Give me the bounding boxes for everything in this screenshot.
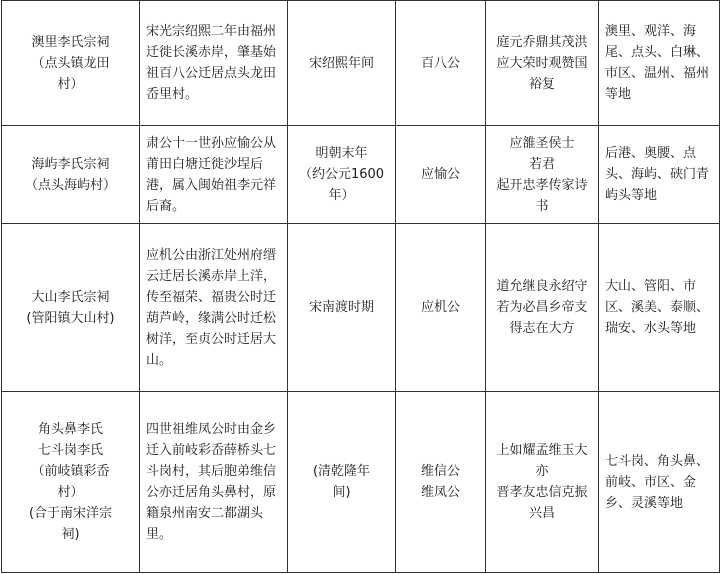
migration-history: 宋光宗绍熙二年由福州迁徙长溪赤岸，肇基始祖百八公迁居点头龙田岙里村。 bbox=[140, 1, 288, 126]
founding-ancestor bbox=[396, 224, 486, 392]
table-row bbox=[2, 1, 720, 126]
generation-poem-line: 若君 bbox=[528, 156, 555, 172]
ancestral-hall-name-line: 祠) bbox=[61, 527, 80, 542]
table-row bbox=[2, 392, 720, 573]
table-row bbox=[2, 126, 720, 224]
migration-era bbox=[288, 1, 396, 126]
generation-poem-line: 起开忠孝传家诗书 bbox=[496, 177, 588, 214]
ancestral-hall-name-line: 澳里李氏宗祠 bbox=[31, 34, 110, 50]
founding-ancestor-line: 应愉公 bbox=[420, 167, 460, 182]
ancestral-hall-name-line: 大山李氏宗祠 bbox=[31, 289, 110, 305]
migration-era bbox=[288, 126, 396, 224]
migration-history: 肃公十一世孙应愉公从莆田白塘迁徙沙埕后港，属入闽始祖李元祥后裔。 bbox=[140, 126, 288, 224]
founding-ancestor-line: 应机公 bbox=[420, 300, 460, 315]
distribution-areas: 大山、管阳、市区、溪美、泰顺、瑞安、水头等地 bbox=[599, 224, 720, 392]
distribution-areas: 后港、奥腰、点头、海屿、硖门青屿头等地 bbox=[599, 126, 720, 224]
ancestral-hall-name-line: 角头鼻李氏 bbox=[37, 422, 103, 437]
ancestral-hall-name-line: （前岐镇彩岙 bbox=[31, 464, 110, 479]
generation-poem bbox=[486, 1, 599, 126]
table-row bbox=[2, 224, 720, 392]
generation-poem bbox=[486, 392, 599, 573]
ancestral-hall-name bbox=[2, 1, 140, 126]
generation-poem-line: 应雒圣侯士 bbox=[509, 135, 575, 151]
migration-era-line: 宋南渡时期 bbox=[308, 300, 374, 315]
clan-table bbox=[1, 0, 720, 573]
table-body bbox=[2, 1, 720, 573]
ancestral-hall-name bbox=[2, 392, 140, 573]
ancestral-hall-name-line: 七斗岗李氏 bbox=[37, 443, 103, 458]
ancestral-hall-name-line: （点头海屿村） bbox=[24, 177, 116, 193]
migration-era-line: 间) bbox=[332, 485, 351, 500]
distribution-areas: 澳里、观洋、海尾、点头、白琳、市区、温州、福州等地 bbox=[599, 1, 720, 126]
ancestral-hall-name-line: 村） bbox=[57, 76, 84, 92]
migration-era bbox=[288, 224, 396, 392]
ancestral-hall-name-line: (管阳镇大山村) bbox=[26, 310, 115, 326]
ancestral-hall-name-line: 海屿李氏宗祠 bbox=[31, 156, 110, 172]
migration-era-line: （约公元1600年） bbox=[298, 167, 385, 203]
distribution-areas: 七斗岗、角头鼻、前岐、市区、金乡、灵溪等地 bbox=[599, 392, 720, 573]
ancestral-hall-name-line: 村） bbox=[57, 485, 84, 500]
generation-poem bbox=[486, 224, 599, 392]
founding-ancestor bbox=[396, 126, 486, 224]
migration-era bbox=[288, 392, 396, 573]
generation-poem-line: 道允继良永绍守若为必昌乡帝支得志在大方 bbox=[496, 279, 588, 336]
founding-ancestor-line: 维凤公 bbox=[420, 485, 460, 500]
generation-poem bbox=[486, 126, 599, 224]
generation-poem-line: 上如耀孟维玉大亦 bbox=[496, 443, 588, 479]
generation-poem-line: 庭元乔鼎其茂洪应大荣时观赞国裕复 bbox=[496, 34, 588, 92]
founding-ancestor-line: 百八公 bbox=[420, 55, 460, 71]
founding-ancestor bbox=[396, 1, 486, 126]
founding-ancestor-line: 维信公 bbox=[420, 464, 460, 479]
migration-era-line: 宋绍熙年间 bbox=[308, 55, 374, 71]
ancestral-hall-name-line: (合于南宋洋宗 bbox=[28, 506, 113, 521]
migration-era-line: (清乾隆年 bbox=[312, 464, 371, 479]
migration-history: 四世祖维凤公时由金乡迁入前岐彩岙薛桥头七斗岗村，其后胞弟维信公亦迁居角头鼻村，原籍泉州南安二都湖头里。 bbox=[140, 392, 288, 573]
migration-era-line: 明朝末年 bbox=[315, 146, 368, 161]
ancestral-hall-name-line: （点头镇龙田 bbox=[31, 55, 110, 71]
ancestral-hall-name bbox=[2, 224, 140, 392]
migration-history: 应机公由浙江处州府缙云迁居长溪赤岸上洋，传至福荣、福贵公时迁葫芦岭，缘满公时迁松树洋，至贞公时迁居大山。 bbox=[140, 224, 288, 392]
ancestral-hall-name bbox=[2, 126, 140, 224]
generation-poem-line: 晋孝友忠信克振兴昌 bbox=[496, 485, 588, 521]
founding-ancestor bbox=[396, 392, 486, 573]
